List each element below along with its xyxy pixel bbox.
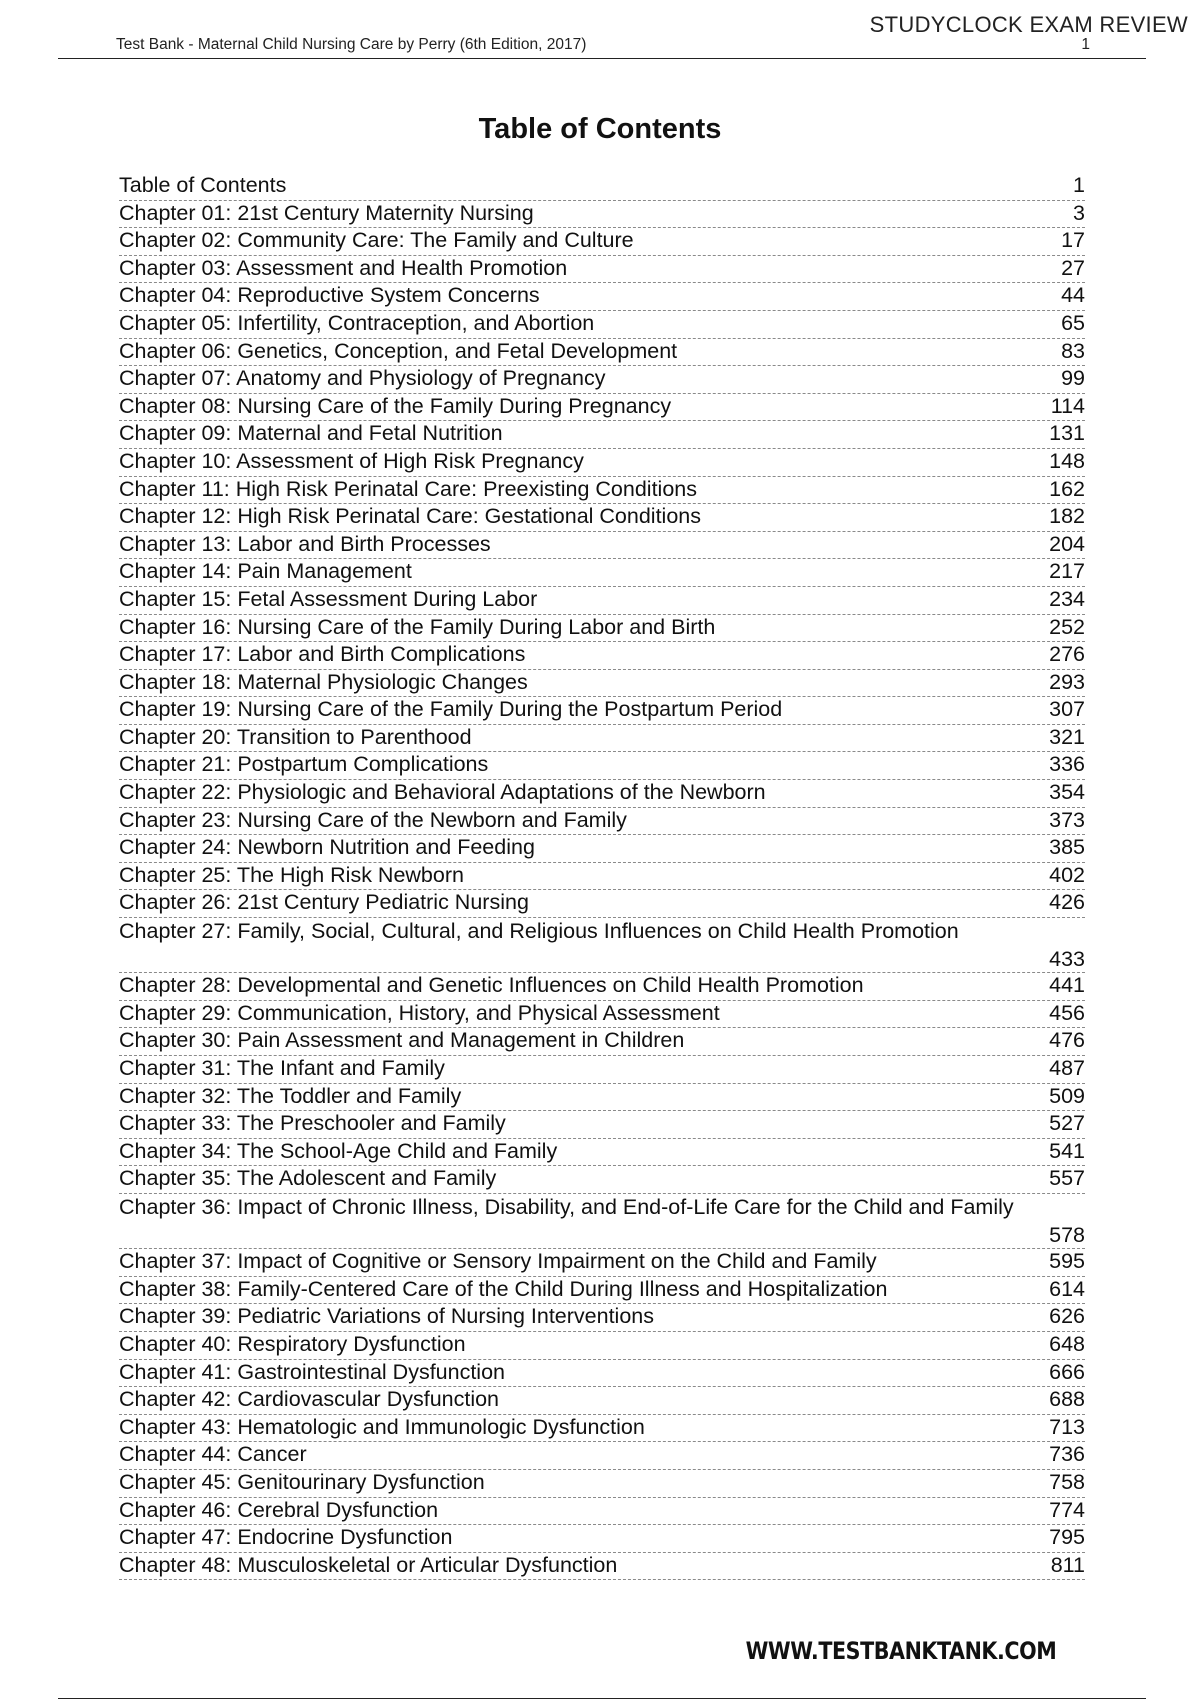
toc-entry-label: Chapter 47: Endocrine Dysfunction: [119, 1525, 453, 1550]
toc-entry-label: Chapter 12: High Risk Perinatal Care: Gestational Conditions: [119, 504, 701, 529]
toc-entry[interactable]: [119, 752, 1085, 780]
toc-entry-page: 162: [1049, 476, 1085, 501]
toc-entry[interactable]: [119, 1470, 1085, 1498]
toc-entry-page: 217: [1049, 559, 1085, 584]
toc-entry-label: Chapter 21: Postpartum Complications: [119, 752, 489, 777]
toc-entry-page: 509: [1049, 1083, 1085, 1108]
toc-entry[interactable]: [119, 1139, 1085, 1167]
toc-entry[interactable]: [119, 670, 1085, 698]
toc-entry-page: 373: [1049, 807, 1085, 832]
toc-entry[interactable]: [119, 1084, 1085, 1112]
page-header: [58, 36, 1146, 59]
toc-entry[interactable]: [119, 780, 1085, 808]
toc-entry-label: Chapter 34: The School-Age Child and Family: [119, 1138, 558, 1163]
toc-entry-page: 795: [1049, 1525, 1085, 1550]
toc-entry-page: 182: [1049, 504, 1085, 529]
toc-entry[interactable]: [119, 835, 1085, 863]
toc-entry[interactable]: [119, 615, 1085, 643]
toc-entry-label: Chapter 10: Assessment of High Risk Pregnancy: [119, 448, 584, 473]
toc-entry-label: Chapter 11: High Risk Perinatal Care: Preexisting Conditions: [119, 476, 697, 501]
toc-entry-label: Chapter 26: 21st Century Pediatric Nursing: [119, 890, 529, 915]
toc-entry-label: Chapter 15: Fetal Assessment During Labor: [119, 586, 538, 611]
toc-entry[interactable]: [119, 394, 1085, 422]
toc-entry-label: Chapter 06: Genetics, Conception, and Fetal Development: [119, 338, 678, 363]
toc-entry-label: Chapter 45: Genitourinary Dysfunction: [119, 1469, 485, 1494]
toc-entry[interactable]: [119, 1056, 1085, 1084]
toc-entry[interactable]: [119, 1111, 1085, 1139]
toc-entry-label: Chapter 38: Family-Centered Care of the Child During Illness and Hospitalization: [119, 1276, 888, 1301]
toc-entry-page: 131: [1049, 421, 1085, 446]
toc-entry-page: 27: [1061, 255, 1085, 280]
toc-entry-page: 17: [1061, 228, 1085, 253]
toc-entry[interactable]: [119, 173, 1085, 201]
toc-entry[interactable]: [119, 366, 1085, 394]
toc-entry-page: 441: [1049, 973, 1085, 998]
toc-entry[interactable]: [119, 283, 1085, 311]
toc-entry-label: Chapter 25: The High Risk Newborn: [119, 862, 464, 887]
toc-entry-label: Chapter 33: The Preschooler and Family: [119, 1111, 506, 1136]
toc-entry-label: Chapter 37: Impact of Cognitive or Sensory Impairment on the Child and Family: [119, 1249, 877, 1274]
toc-entry-label: Chapter 48: Musculoskeletal or Articular Dysfunction: [119, 1552, 618, 1577]
toc-entry[interactable]: [119, 1387, 1085, 1415]
toc-entry-page: 713: [1049, 1414, 1085, 1439]
toc-entry[interactable]: [119, 1360, 1085, 1388]
toc-entry-label: Chapter 18: Maternal Physiologic Changes: [119, 669, 528, 694]
table-of-contents: [119, 173, 1085, 1580]
toc-entry-label: Chapter 07: Anatomy and Physiology of Pregnancy: [119, 366, 606, 391]
toc-entry-page: 774: [1049, 1497, 1085, 1522]
toc-entry-page: 487: [1049, 1056, 1085, 1080]
toc-entry-label: Chapter 42: Cardiovascular Dysfunction: [119, 1387, 500, 1412]
toc-entry-page: 148: [1049, 448, 1085, 473]
toc-entry[interactable]: [119, 808, 1085, 836]
toc-entry-page: 402: [1049, 862, 1085, 887]
toc-entry[interactable]: [119, 863, 1085, 891]
toc-entry-label: Chapter 36: Impact of Chronic Illness, Disability, and End-of-Life Care for the Child and Family: [119, 1194, 1014, 1219]
toc-entry[interactable]: [119, 559, 1085, 587]
toc-entry-label: Chapter 32: The Toddler and Family: [119, 1083, 462, 1108]
toc-entry-label: Chapter 03: Assessment and Health Promotion: [119, 255, 568, 280]
toc-entry[interactable]: [119, 1498, 1085, 1526]
toc-entry[interactable]: [119, 1415, 1085, 1443]
toc-entry-label: Chapter 40: Respiratory Dysfunction: [119, 1331, 466, 1356]
toc-entry-label: Chapter 29: Communication, History, and Physical Assessment: [119, 1000, 720, 1025]
toc-entry-label: Chapter 17: Labor and Birth Complications: [119, 642, 526, 667]
toc-entry-page: 114: [1050, 393, 1085, 418]
toc-entry-label: Chapter 16: Nursing Care of the Family During Labor and Birth: [119, 614, 716, 639]
toc-entry-page: 44: [1061, 283, 1085, 308]
toc-entry[interactable]: [119, 1525, 1085, 1553]
toc-entry-label: Chapter 13: Labor and Birth Processes: [119, 531, 491, 556]
toc-entry-label: Chapter 04: Reproductive System Concerns: [119, 283, 540, 308]
toc-entry[interactable]: [119, 642, 1085, 670]
toc-entry-page: 758: [1049, 1469, 1085, 1494]
toc-entry[interactable]: [119, 1332, 1085, 1360]
toc-entry[interactable]: [119, 1277, 1085, 1305]
toc-entry[interactable]: [119, 228, 1085, 256]
toc-title: Table of Contents: [478, 113, 722, 145]
toc-entry-page: 1: [1073, 173, 1085, 197]
toc-entry[interactable]: [119, 1553, 1085, 1581]
footer-url[interactable]: WWW.TESTBANKTANK.COM: [745, 1637, 1056, 1665]
toc-entry-page: 293: [1049, 669, 1085, 694]
toc-entry[interactable]: [119, 973, 1085, 1001]
toc-entry-label: Chapter 23: Nursing Care of the Newborn and Family: [119, 807, 627, 832]
toc-entry-page: 234: [1049, 586, 1085, 611]
toc-entry[interactable]: [119, 1304, 1085, 1332]
toc-entry-page: 541: [1049, 1138, 1085, 1163]
toc-entry-page: 595: [1049, 1249, 1085, 1274]
toc-entry[interactable]: [119, 1001, 1085, 1029]
toc-entry-page: 321: [1049, 724, 1085, 749]
toc-entry-page: 456: [1049, 1000, 1085, 1025]
toc-entry-label: Chapter 02: Community Care: The Family and Culture: [119, 228, 634, 253]
toc-entry-label: Chapter 22: Physiologic and Behavioral Adaptations of the Newborn: [119, 780, 766, 805]
toc-entry-page: 433: [1049, 946, 1085, 971]
toc-entry[interactable]: [119, 532, 1085, 560]
toc-entry-page: 83: [1061, 338, 1085, 363]
toc-entry[interactable]: [119, 697, 1085, 725]
toc-entry-page: 252: [1049, 614, 1085, 639]
toc-entry-page: 557: [1049, 1166, 1085, 1191]
toc-entry[interactable]: [119, 1442, 1085, 1470]
toc-entry-page: 476: [1049, 1028, 1085, 1053]
toc-entry-label: Table of Contents: [119, 173, 287, 197]
toc-entry-page: 626: [1049, 1304, 1085, 1329]
brand-header: STUDYCLOCK EXAM REVIEW: [869, 12, 1188, 37]
toc-entry-label: Chapter 35: The Adolescent and Family: [119, 1166, 497, 1191]
toc-entry-label: Chapter 05: Infertility, Contraception, and Abortion: [119, 310, 595, 335]
toc-entry-page: 336: [1049, 752, 1085, 777]
toc-entry-page: 527: [1049, 1111, 1085, 1136]
toc-entry-page: 65: [1061, 310, 1085, 335]
toc-entry-label: Chapter 43: Hematologic and Immunologic Dysfunction: [119, 1414, 645, 1439]
toc-entry-label: Chapter 30: Pain Assessment and Management in Children: [119, 1028, 685, 1053]
toc-entry-page: 204: [1049, 531, 1085, 556]
toc-entry-page: 426: [1049, 890, 1085, 915]
toc-entry[interactable]: [119, 504, 1085, 532]
toc-entry-label: Chapter 31: The Infant and Family: [119, 1056, 445, 1080]
document-title: Test Bank - Maternal Child Nursing Care by Perry (6th Edition, 2017): [116, 36, 587, 53]
toc-entry-page: 307: [1049, 697, 1085, 722]
toc-entry[interactable]: [119, 1166, 1085, 1194]
toc-entry[interactable]: [119, 1028, 1085, 1056]
toc-entry[interactable]: [119, 311, 1085, 339]
page-number: 1: [1081, 36, 1090, 53]
toc-entry-page: 648: [1049, 1331, 1085, 1356]
toc-entry-page: 3: [1073, 200, 1085, 225]
toc-entry-page: 354: [1049, 780, 1085, 805]
toc-entry-label: Chapter 19: Nursing Care of the Family During the Postpartum Period: [119, 697, 783, 722]
toc-entry-page: 385: [1049, 835, 1085, 860]
toc-entry-page: 811: [1050, 1552, 1085, 1577]
toc-entry[interactable]: [119, 256, 1085, 284]
toc-entry[interactable]: [119, 1194, 1085, 1249]
toc-entry[interactable]: [119, 449, 1085, 477]
toc-entry[interactable]: [119, 1249, 1085, 1277]
toc-entry[interactable]: [119, 201, 1085, 229]
toc-entry-label: Chapter 44: Cancer: [119, 1442, 307, 1467]
toc-entry[interactable]: [119, 918, 1085, 973]
toc-entry-page: 614: [1049, 1276, 1085, 1301]
toc-entry-label: Chapter 08: Nursing Care of the Family During Pregnancy: [119, 393, 672, 418]
footer-divider: [58, 1698, 1146, 1699]
toc-entry-label: Chapter 41: Gastrointestinal Dysfunction: [119, 1359, 506, 1384]
toc-entry-label: Chapter 20: Transition to Parenthood: [119, 724, 472, 749]
toc-entry-page: 736: [1049, 1442, 1085, 1467]
toc-entry-label: Chapter 09: Maternal and Fetal Nutrition: [119, 421, 503, 446]
toc-entry[interactable]: [119, 725, 1085, 753]
toc-entry-label: Chapter 28: Developmental and Genetic Influences on Child Health Promotion: [119, 973, 864, 998]
toc-entry-label: Chapter 24: Newborn Nutrition and Feeding: [119, 835, 535, 860]
toc-entry-page: 688: [1049, 1387, 1085, 1412]
toc-entry-page: 578: [1049, 1222, 1085, 1247]
toc-entry[interactable]: [119, 339, 1085, 367]
toc-entry-label: Chapter 01: 21st Century Maternity Nursing: [119, 200, 534, 225]
toc-entry[interactable]: [119, 477, 1085, 505]
toc-entry-label: Chapter 27: Family, Social, Cultural, and Religious Influences on Child Health Promotion: [119, 919, 959, 944]
toc-entry-page: 666: [1049, 1359, 1085, 1384]
toc-entry-label: Chapter 39: Pediatric Variations of Nursing Interventions: [119, 1304, 654, 1329]
toc-entry-label: Chapter 46: Cerebral Dysfunction: [119, 1497, 439, 1522]
toc-entry[interactable]: [119, 587, 1085, 615]
toc-entry-label: Chapter 14: Pain Management: [119, 559, 412, 584]
toc-entry-page: 276: [1049, 642, 1085, 667]
toc-entry[interactable]: [119, 890, 1085, 918]
toc-entry[interactable]: [119, 421, 1085, 449]
toc-entry-page: 99: [1061, 366, 1085, 391]
